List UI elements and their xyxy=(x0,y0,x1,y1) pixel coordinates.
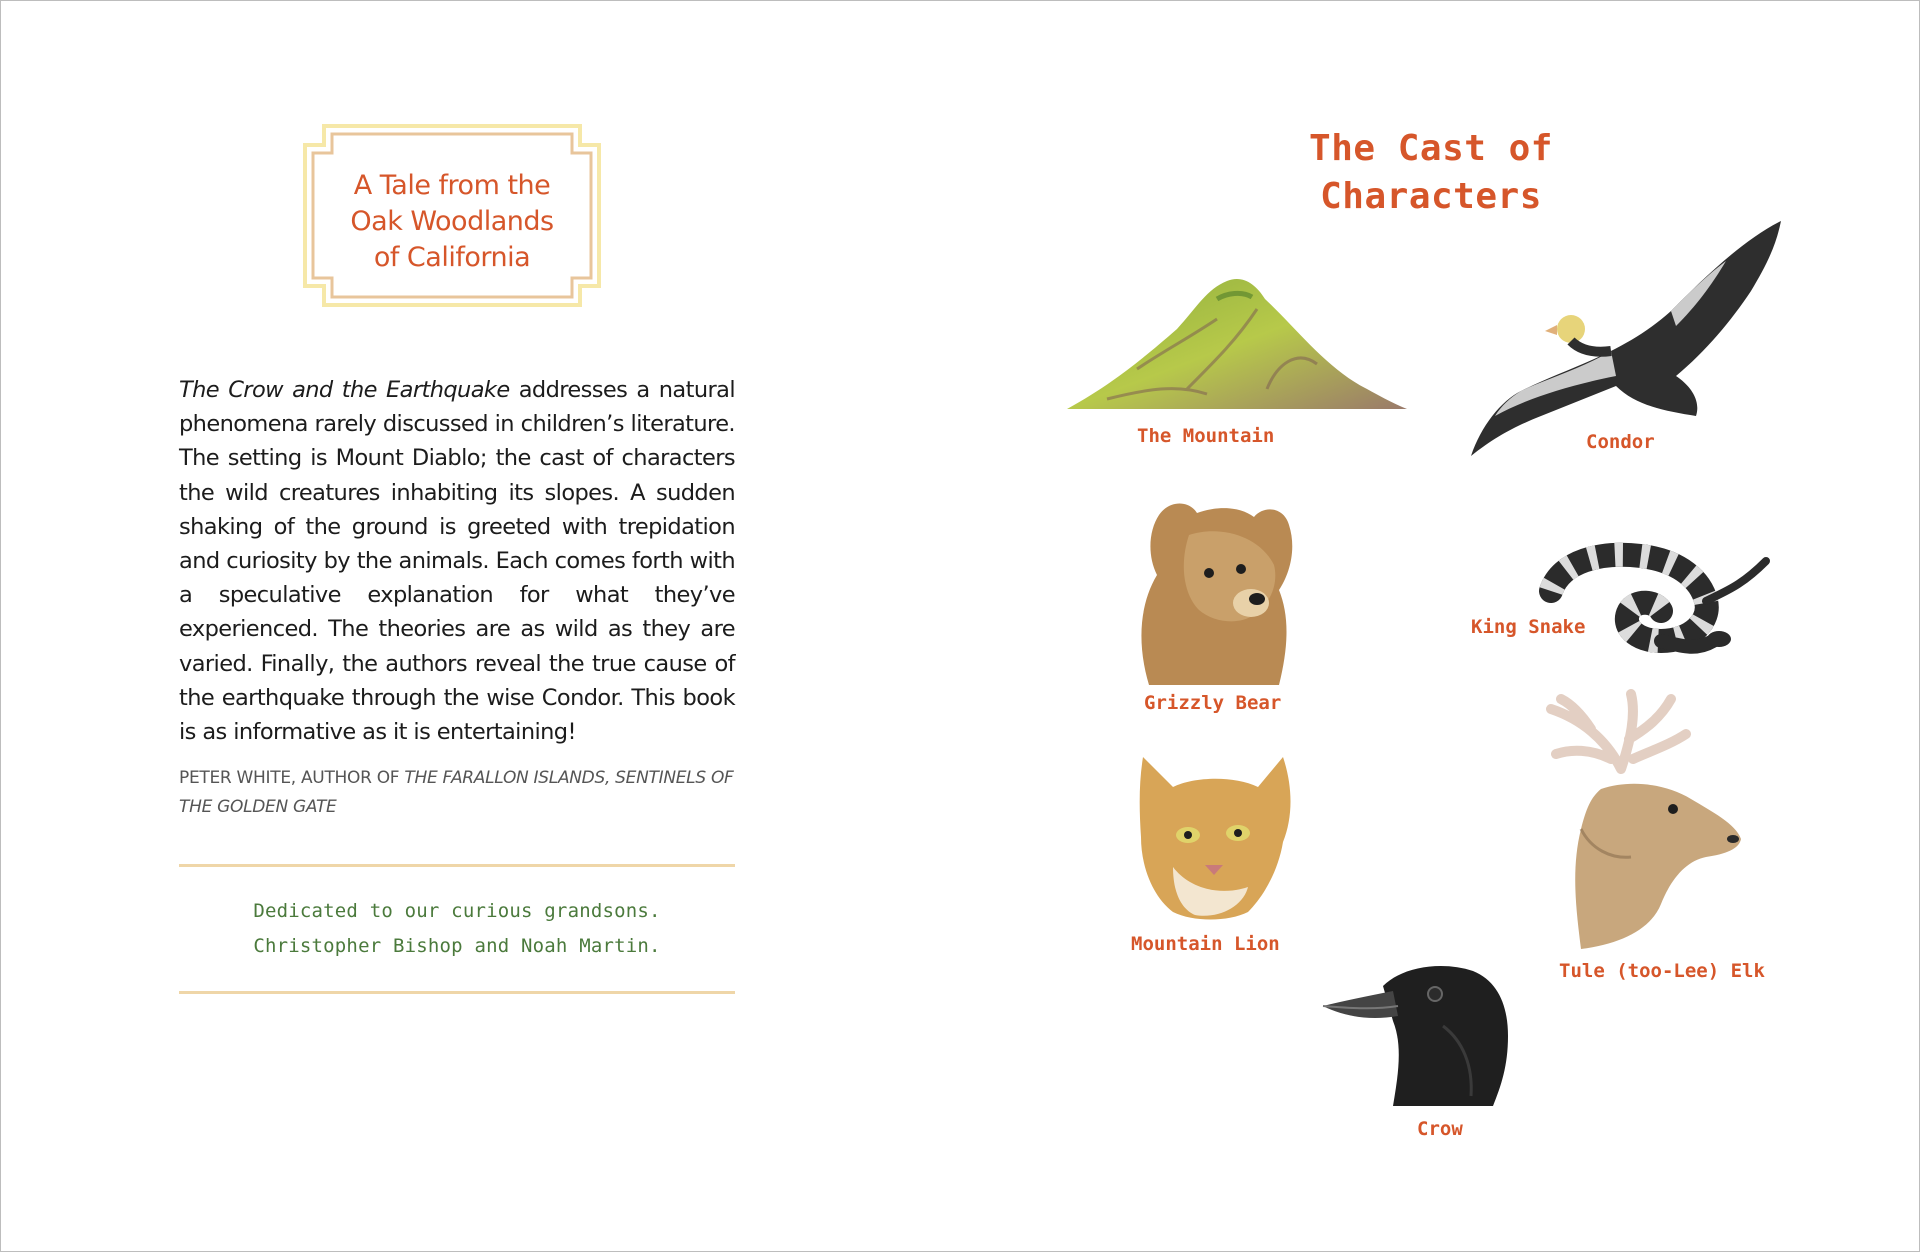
dedication-line-1: Dedicated to our curious grandsons. xyxy=(253,900,661,922)
character-grizzly-bear xyxy=(1129,495,1309,685)
label-mountain-lion: Mountain Lion xyxy=(1131,933,1280,955)
label-tule-elk: Tule (too-Lee) Elk xyxy=(1559,960,1765,982)
tule-elk-icon xyxy=(1501,689,1741,949)
review-body: addresses a natural phenomena rarely discussed in children’s literature. The setting is Mount Diablo; the cast of characters the wild creatures inhabiting its slopes. A sudden shaking of the ground is greeted with trepidation and curiosity by the animals. Each comes forth with a speculative explanation for what they’ve experienced. The theories are as wild as they are varied. Finally, the authors reveal the true cause of the earthquake through the wise Condor. This book is as informative as it is entertaining! xyxy=(179,377,735,746)
king-snake-icon xyxy=(1541,541,1771,661)
divider-bottom xyxy=(179,991,735,994)
character-king-snake xyxy=(1541,541,1771,661)
label-crow: Crow xyxy=(1417,1118,1463,1140)
character-condor xyxy=(1471,201,1791,461)
grizzly-bear-icon xyxy=(1129,495,1309,685)
attribution-book-title: THE FARALLON ISLANDS, SENTINELS OF THE GOLDEN GATE xyxy=(179,768,734,817)
review-book-title: The Crow and the Earthquake xyxy=(179,377,510,403)
cast-title: The Cast of Characters xyxy=(1309,128,1553,217)
character-mountain-lion xyxy=(1133,747,1298,922)
review-attribution xyxy=(179,764,735,822)
condor-icon xyxy=(1471,201,1791,461)
divider-top xyxy=(179,864,735,867)
badge-text: A Tale from the Oak Woodlands of California xyxy=(350,170,554,273)
character-crow xyxy=(1323,956,1513,1106)
label-condor: Condor xyxy=(1586,431,1655,453)
mountain-icon xyxy=(1067,269,1407,414)
label-king-snake: King Snake xyxy=(1471,616,1586,638)
label-mountain: The Mountain xyxy=(1137,425,1275,447)
character-tule-elk xyxy=(1501,689,1741,949)
label-grizzly-bear: Grizzly Bear xyxy=(1144,692,1282,714)
character-mountain xyxy=(1067,269,1407,419)
dedication-line-2: Christopher Bishop and Noah Martin. xyxy=(253,935,661,957)
attribution-prefix: PETER WHITE, AUTHOR OF xyxy=(179,768,405,788)
mountain-lion-icon xyxy=(1133,747,1298,922)
dedication xyxy=(179,894,735,964)
tale-badge xyxy=(302,123,602,308)
crow-icon xyxy=(1323,956,1513,1106)
review-quote xyxy=(179,373,735,749)
